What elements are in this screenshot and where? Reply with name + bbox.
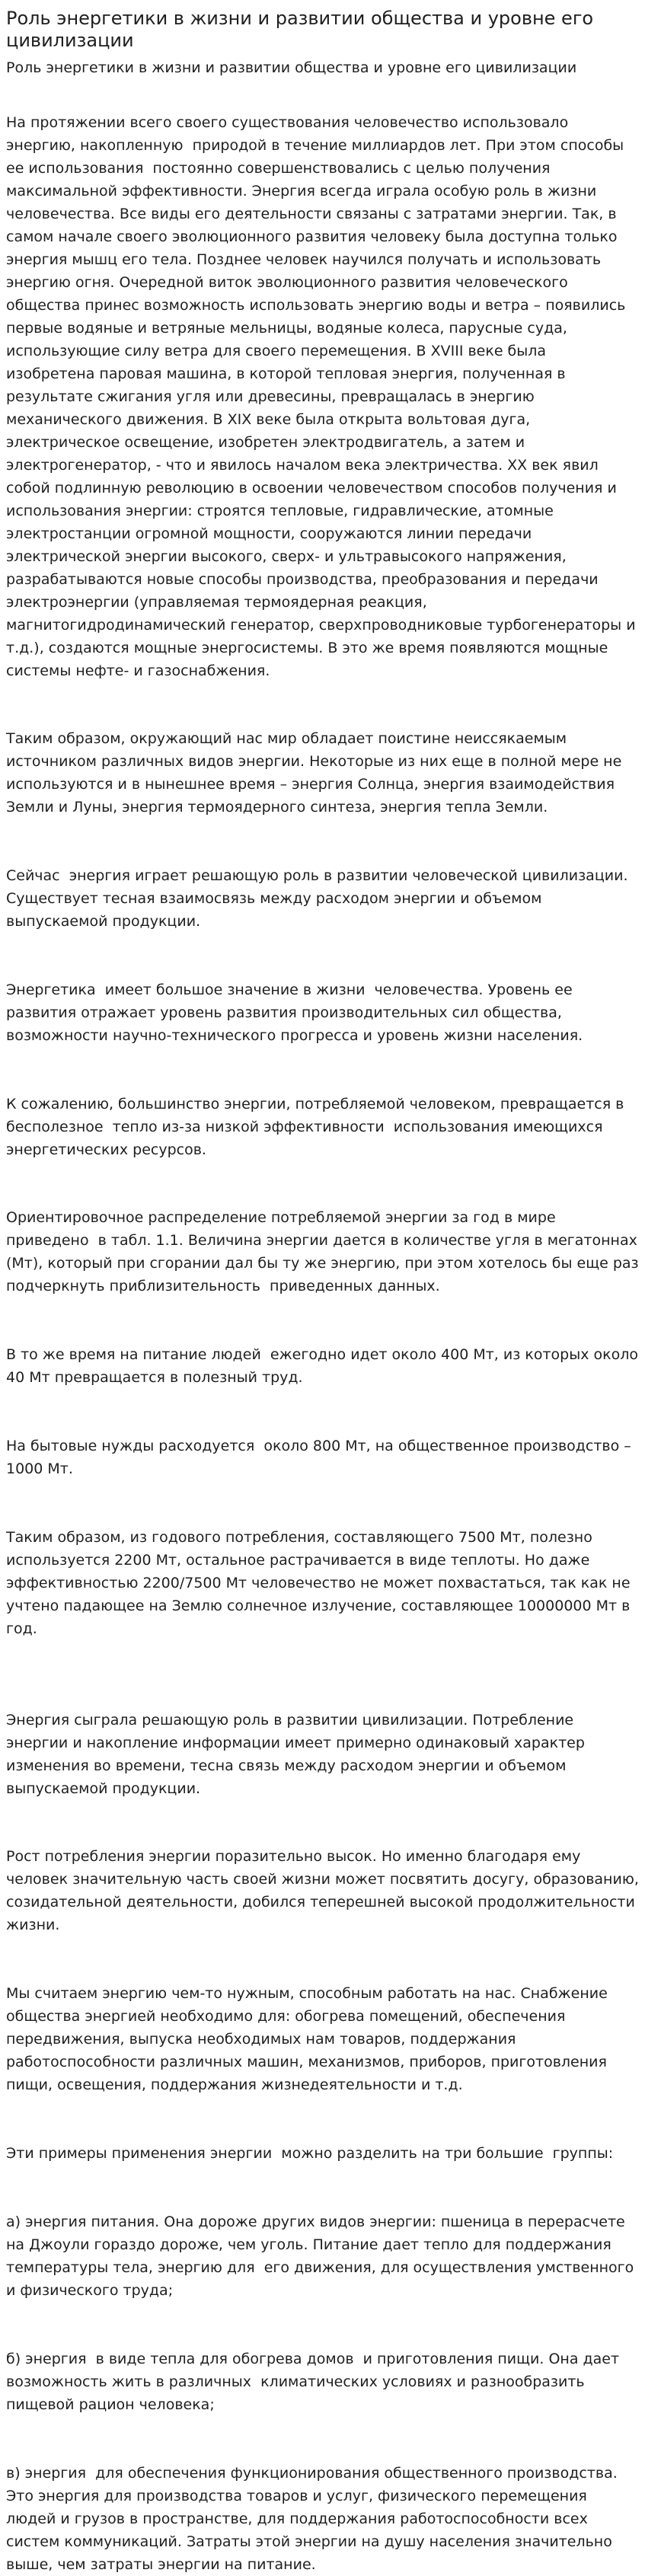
paragraph-growth: Рост потребления энергии поразительно высок. Но именно благодаря ему человек значительную часть своей жизни может посвятить досугу, образованию, созидательной деятельности, добился теперешней высокой продолжительности жизни. [6,1848,643,1933]
page-title: Роль энергетики в жизни и развитии общества и уровне его цивилизации [6,8,594,51]
article-body [6,111,643,2576]
paragraph-efficiency: Таким образом, из годового потребления, составляющего 7500 Мт, полезно используется 2200 Мт, остальное растрачивается в виде теплоты. Но даже эффективностью 2200/7500 Мт человечество не может похвастаться, так как не учтено падающее на Землю солнечное излучение, составляющее 10000000 Мт в год. [6,1529,635,1637]
paragraph-history: Нa протяжении всего своего существования человечество использовало энергию, накопленную природой в течение миллиардов лет. При этом способы ее использования постоянно совершенствовались с целью получения максимальной эффективности. Энергия всегда играла особую роль в жизни человечества. Все виды его деятельности связаны с затратами энергии. Так, в самом начале своего эволюционного развития человеку была доступна только энергия мышц его тела. Позднее человек научился получать и использовать энергию огня. Очередной виток эволюционного развития человеческого общества принес возможность использовать энергию воды и ветра – появились первые водяные и ветряные мельницы, водяные колеса, парусные суда, использующие силу ветра для своего перемещения. В XVIII веке была изобретена паровая машина, в которой тепловая энергия, полученная в результате сжигания угля или древесины, превращалась в энергию механического движения. В XIX веке была открыта вольтовая дуга, электрическое освещение, изобретен электродвигатель, а затем и электрогенератор, - что и явилось началом века электричества. XX век явил собой подлинную революцию в освоении человечеством способов получения и использования энергии: строятся тепловые, гидравлические, атомные электростанции огромной мощности, сооружаются линии передачи электрической энергии высокого, сверх- и ультравысокого напряжения, разрабатываются новые способы производства, преобразования и передачи электроэнергии (управляемая термоядерная реакция, магнитогидродинамический генератор, сверхпроводниковые турбогенераторы и т.д.), создаются мощные энергосистемы. В это же время появляются мощные системы нефте- и газоснабжения. [6,114,640,679]
page-subtitle: Роль энергетики в жизни и развитии общества и уровне его цивилизации [6,59,577,76]
list-item-production-energy: в) энергия для обеспечения функционирования общественного производства. Это энергия для производства товаров и услуг, физического перемещения людей и грузов в пространстве, для поддержания работоспособности всех систем коммуникаций. Затраты этой энергии на душу населения значительно выше, чем затраты энергии на питание. [6,2465,622,2573]
paragraph-groups-intro: Эти примеры применения энергии можно разделить на три большие группы: [6,2145,614,2162]
paragraph-civilization: Энергия сыграла решающую роль в развитии цивилизации. Потребление энергии и накопление информации имеет примерно одинаковый характер изменения во времени, тесна связь между расходом энергии и объемом выпускаемой продукции. [6,1712,589,1797]
paragraph-distribution: Ориентировочное распределение потребляемой энергии за год в мире приведено в табл. 1.1. Величина энергии дается в количестве угля в мегатоннах (Мт), который при сгорании дал бы ту же энергию, при этом хотелось бы еще раз подчеркнуть приблизительность приведенных данных. [6,1209,643,1294]
paragraph-supply: Мы считаем энергию чем-то нужным, способным работать на нас. Снабжение общества энергией необходимо для: обогрева помещений, обеспечения передвижения, выпуска необходимых нам товаров, поддержания работоспособности различных машин, механизмов, приборов, приготовления пищи, освещения, поддержания жизнедеятельности и т.д. [6,1985,612,2093]
list-item-heat-energy: б) энергия в виде тепла для обогрева домов и приготовления пищи. Она дает возможность жить в различных климатических условиях и разнообразить пищевой рацион человека; [6,2351,624,2413]
paragraph-importance: Энергетика имеет большое значение в жизни человечества. Уровень ее развития отражает уровень развития производительных сил общества, возможности научно-технического прогресса и уровень жизни населения. [6,982,583,1044]
paragraph-waste: К сожалению, большинство энергии, потребляемой человеком, превращается в бесполезное тепло из-за низкой эффективности использования имеющихся энергетических ресурсов. [6,1096,629,1158]
paragraph-sources: Таким образом, окружающий нас мир обладает поистине неиссякаемым источником различных видов энергии. Некоторые из них еще в полной мере не используются и в нынешнее время – энергия Солнца, энергия взаимодействия Земли и Луны, энергия термоядерного синтеза, энергия тепла Земли. [6,730,627,816]
paragraph-food: В то же время на питание людей ежегодно идет около 400 Мт, из которых около 40 Мт превращается в полезный труд. [6,1346,643,1386]
list-item-food-energy: а) энергия питания. Она дороже других видов энергии: пшеница в перерасчете на Джоули гораздо дороже, чем уголь. Питание дает тепло для поддержания температуры тела, энергию для его движения, для осуществления умственного и физического труда; [6,2214,639,2299]
paragraph-household: На бытовые нужды расходуется около 800 Мт, на общественное производство – 1000 Мт. [6,1438,636,1477]
paragraph-role: Сейчас энергия играет решающую роль в развитии человеческой цивилизации. Существует тесная взаимосвязь между расходом энергии и объемом выпускаемой продукции. [6,867,633,930]
